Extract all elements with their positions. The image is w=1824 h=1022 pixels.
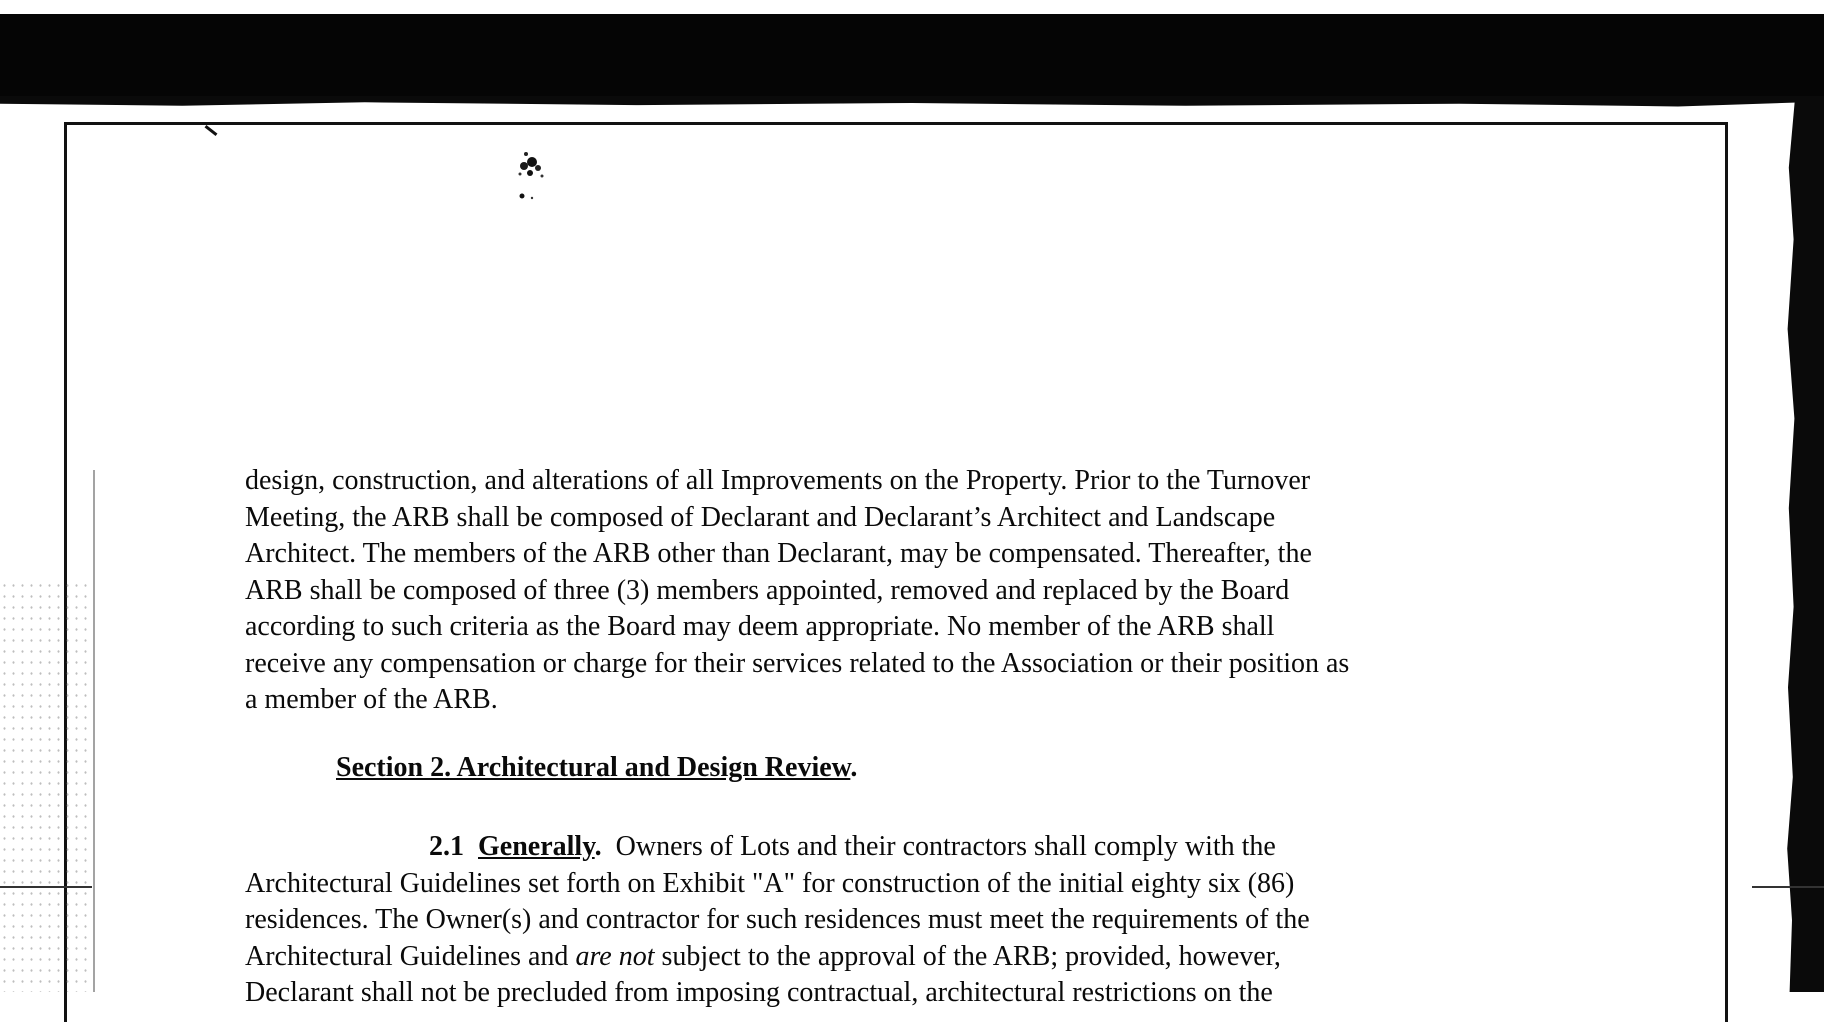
- scan-dark-top-band: [0, 14, 1824, 100]
- section-heading-period: .: [850, 752, 858, 783]
- paragraph-line: according to such criteria as the Board may deem appropriate. No member of the ARB shall: [245, 611, 1275, 642]
- subsection-line-text: subject to the approval of the ARB; provided, however,: [654, 940, 1281, 972]
- subsection-line-partial: Declarant shall not be precluded from imposing contractual, architectural restrictions on the: [245, 977, 1273, 1008]
- subsection-generally: [245, 829, 1535, 1012]
- paragraph-line: ARB shall be composed of three (3) members appointed, removed and replaced by the Board: [245, 574, 1290, 606]
- scan-top-margin: [0, 0, 1824, 14]
- emphasis-are-not: are not: [575, 940, 655, 972]
- paragraph-arb-composition: [245, 463, 1535, 719]
- subsection-line-text: Owners of Lots and their contractors shall comply with the: [615, 831, 1276, 862]
- paragraph-line: receive any compensation or charge for their services related to the Association or their position as: [245, 647, 1350, 679]
- subsection-line-text: Architectural Guidelines and: [245, 940, 576, 972]
- scan-dark-right-edge: [1784, 96, 1824, 992]
- section-heading: [336, 752, 857, 784]
- paragraph-line: a member of the ARB.: [245, 684, 498, 715]
- subsection-line: residences. The Owner(s) and contractor for such residences must meet the requirements of the: [245, 904, 1310, 935]
- paragraph-line: design, construction, and alterations of all Improvements on the Property. Prior to the Turnover: [245, 465, 1311, 496]
- section-heading-text: Section 2. Architectural and Design Review: [336, 752, 851, 783]
- subsection-title: Generally: [478, 831, 595, 862]
- fold-line-left: [0, 886, 92, 888]
- scan-torn-edge: [0, 96, 1824, 110]
- subsection-line: [245, 939, 1535, 976]
- subsection-first-line: [245, 829, 1535, 866]
- paragraph-line: Meeting, the ARB shall be composed of Declarant and Declarant’s Architect and Landscape: [245, 501, 1276, 533]
- binding-rule-line: [93, 470, 95, 992]
- subsection-number: 2.1: [429, 831, 464, 862]
- ink-blot-icon: [508, 146, 552, 204]
- paragraph-line: Architect. The members of the ARB other than Declarant, may be compensated. Thereafter, the: [245, 538, 1312, 569]
- subsection-title-period: .: [594, 831, 602, 862]
- scan-noise-left-margin: [0, 580, 92, 992]
- fold-line-right: [1752, 886, 1824, 888]
- subsection-line: Architectural Guidelines set forth on Exhibit "A" for construction of the initial eighty six (86): [245, 867, 1295, 899]
